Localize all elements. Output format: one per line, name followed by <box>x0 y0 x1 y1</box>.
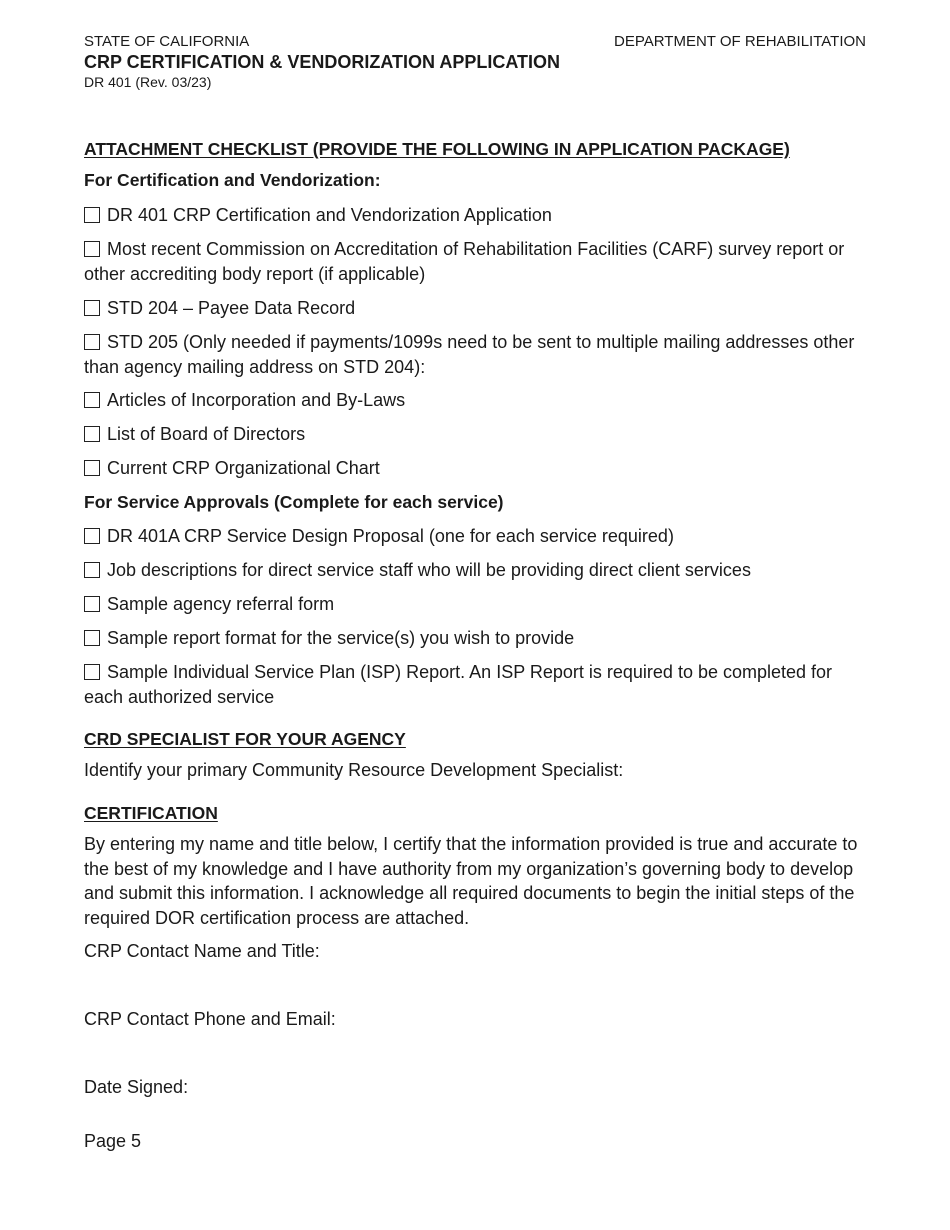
contact-phone-label: CRP Contact Phone and Email: <box>84 1009 336 1029</box>
checklist-item-label: Sample Individual Service Plan (ISP) Report. An ISP Report is required to be completed for each authorized service <box>84 662 833 707</box>
attachment-checklist-heading: ATTACHMENT CHECKLIST (PROVIDE THE FOLLOWING IN APPLICATION PACKAGE) <box>84 139 790 159</box>
certification-vendorization-heading: For Certification and Vendorization: <box>84 170 381 190</box>
checklist-item-dr401 <box>84 203 868 228</box>
checkbox[interactable] <box>84 300 100 316</box>
checklist-item-label: Current CRP Organizational Chart <box>107 458 380 478</box>
checkbox[interactable] <box>84 528 100 544</box>
checkbox[interactable] <box>84 460 100 476</box>
checklist-item-label: STD 205 (Only needed if payments/1099s need to be sent to multiple mailing addresses other than agency mailing address on STD 204): <box>84 332 855 377</box>
service-approvals-heading: For Service Approvals (Complete for each service) <box>84 492 504 512</box>
document-page <box>84 0 868 1230</box>
checklist-item-label: Articles of Incorporation and By-Laws <box>107 390 406 410</box>
checkbox[interactable] <box>84 664 100 680</box>
checklist-item-isp-report <box>84 660 868 709</box>
page-number: Page 5 <box>84 1131 142 1151</box>
date-signed-label: Date Signed: <box>84 1077 189 1097</box>
checklist-item-label: Sample agency referral form <box>107 594 335 614</box>
checklist-item-label: List of Board of Directors <box>107 424 306 444</box>
certification-statement: By entering my name and title below, I certify that the information provided is true and accurate to the best of my knowledge and I have authority from my organization’s governing body to develop and submit this information. I acknowledge all required documents to begin the initial steps of the required DOR certification process are attached. <box>84 834 858 928</box>
header-row <box>84 33 868 53</box>
form-title: CRP CERTIFICATION & VENDORIZATION APPLICATION <box>84 52 560 72</box>
checklist-item-label: Job descriptions for direct service staff who will be providing direct client services <box>107 560 751 580</box>
checklist-item-label: Sample report format for the service(s) you wish to provide <box>107 628 575 648</box>
checkbox[interactable] <box>84 630 100 646</box>
contact-name-label: CRP Contact Name and Title: <box>84 941 320 961</box>
checklist-item-board <box>84 422 868 447</box>
checklist-item-std205 <box>84 330 868 379</box>
checklist-item-label: DR 401A CRP Service Design Proposal (one for each service required) <box>107 526 674 546</box>
checkbox[interactable] <box>84 596 100 612</box>
checkbox[interactable] <box>84 241 100 257</box>
checklist-item-label: Most recent Commission on Accreditation of Rehabilitation Facilities (CARF) survey report or other accrediting body report (if applicable) <box>84 239 845 284</box>
checklist-item-articles <box>84 388 868 413</box>
checklist-item-report-format <box>84 626 868 651</box>
checkbox[interactable] <box>84 562 100 578</box>
certification-heading: CERTIFICATION <box>84 803 218 823</box>
checklist-item-job-descriptions <box>84 558 868 583</box>
checklist-item-referral-form <box>84 592 868 617</box>
checkbox[interactable] <box>84 207 100 223</box>
checkbox[interactable] <box>84 426 100 442</box>
state-label: STATE OF CALIFORNIA <box>84 33 250 50</box>
crd-specialist-heading: CRD SPECIALIST FOR YOUR AGENCY <box>84 729 406 749</box>
checkbox[interactable] <box>84 334 100 350</box>
department-label: DEPARTMENT OF REHABILITATION <box>614 33 866 50</box>
checklist-item-label: DR 401 CRP Certification and Vendorization Application <box>107 205 552 225</box>
checklist-item-org-chart <box>84 456 868 481</box>
form-revision: DR 401 (Rev. 03/23) <box>84 74 212 90</box>
checklist-item-label: STD 204 – Payee Data Record <box>107 298 356 318</box>
crd-specialist-prompt: Identify your primary Community Resource Development Specialist: <box>84 760 624 780</box>
checklist-item-carf <box>84 237 868 286</box>
checklist-item-std204 <box>84 296 868 321</box>
checklist-item-dr401a <box>84 524 868 549</box>
checkbox[interactable] <box>84 392 100 408</box>
